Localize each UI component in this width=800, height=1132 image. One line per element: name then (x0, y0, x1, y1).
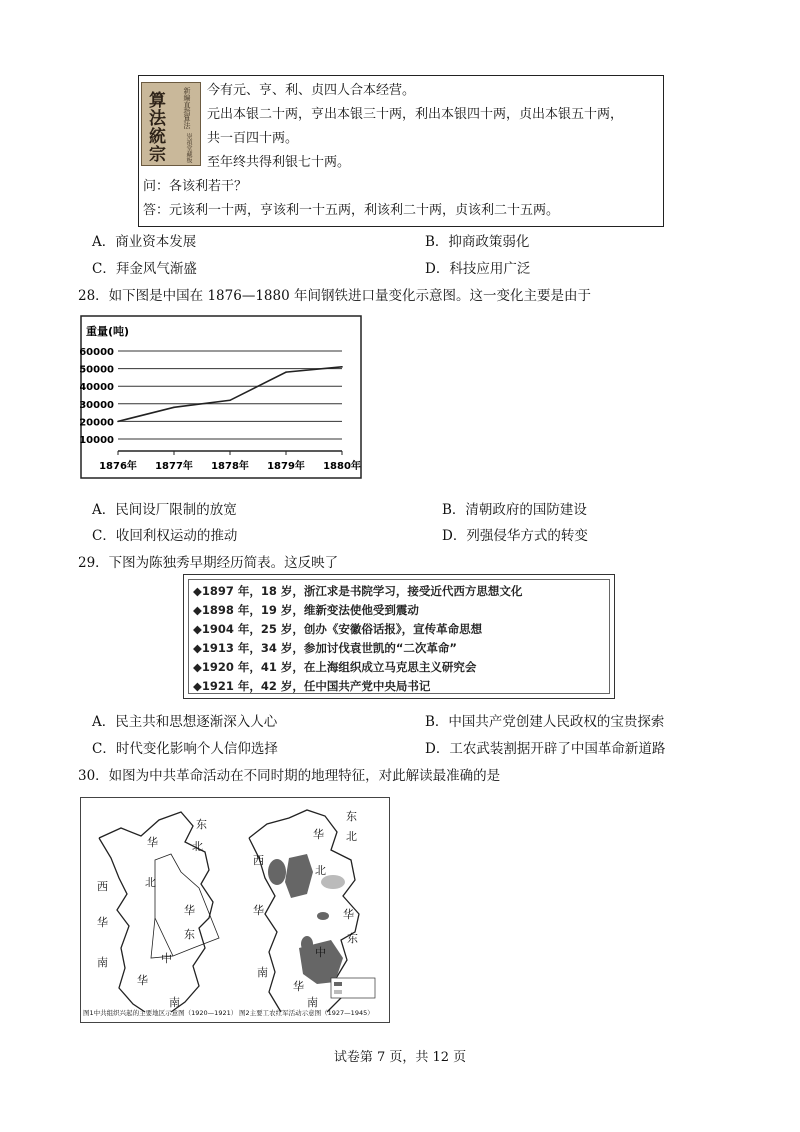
map2-label-9: 中 (315, 946, 326, 959)
y-tick-label-60000: 60000 (80, 347, 114, 358)
q28-chart (80, 315, 362, 479)
map1-label-12: 南 (169, 996, 180, 1009)
q29-option-c[interactable]: C．时代变化影响个人信仰选择 (92, 741, 278, 757)
map2-label-10: 南 (257, 966, 268, 979)
x-tick-label-3: 1879年 (267, 461, 305, 472)
page-footer: 试卷第 7 页，共 12 页 (333, 1050, 467, 1065)
map2-caption: 图2主要工农红军活动示意图（1927—1945） (239, 1009, 374, 1017)
y-tick-label-40000: 40000 (80, 382, 114, 394)
map2-label-11: 华 (293, 980, 304, 993)
legend-swatch-light (334, 990, 342, 994)
book-subtitle: 新編直指算法 (183, 87, 191, 129)
legend-swatch-dark (334, 982, 342, 986)
x-tick-label-0: 1876年 (99, 461, 137, 472)
q29-option-b[interactable]: B．中国共产党创建人民政权的宝贵探索 (425, 714, 665, 730)
map2-label-2: 北 (346, 830, 357, 843)
map2-label-4: 西 (253, 854, 264, 867)
q27-line-2: 元出本银二十两，亨出本银三十两，利出本银四十两，贞出本银五十两， (207, 107, 624, 122)
q27-line-1: 今有元、亨、利、贞四人合本经营。 (207, 83, 416, 98)
book-publisher: 崇禎堂藏板 (185, 133, 192, 163)
q27-line-5: 问：各该利若干？ (143, 179, 248, 194)
x-tick-label-2: 1878年 (211, 461, 249, 472)
q27-option-a[interactable]: A．商业资本发展 (92, 234, 197, 250)
q29-item-6: ◆1921 年，42 岁，任中国共产党中央局书记 (193, 679, 431, 693)
map1-caption: 图1中共组织兴起的主要地区示意图（1920—1921） (83, 1009, 238, 1017)
map2-label-5: 北 (315, 864, 326, 877)
y-tick-label-10000: 10000 (80, 435, 114, 446)
data-point-2 (229, 399, 231, 401)
data-point-3 (285, 371, 287, 373)
q29-option-a[interactable]: A．民主共和思想逐渐深入人心 (92, 714, 278, 730)
map1-label-8: 华 (97, 916, 108, 929)
q27-line-6: 答：元该利一十两，亨该利一十五两，利该利二十两，贞该利二十五两。 (143, 203, 560, 218)
map1-label-4: 西 (97, 880, 108, 893)
q29-question: 29．下图为陈独秀早期经历简表。这反映了 (78, 555, 339, 571)
book-title: 算法統宗 (145, 91, 165, 163)
q29-table-inner (188, 579, 610, 694)
map1-label-7: 东 (184, 928, 195, 941)
map1-label-3: 华 (147, 836, 158, 849)
q30-question: 30．如图为中共革命活动在不同时期的地理特征，对此解读最准确的是 (78, 768, 501, 784)
y-axis-label: 重量(吨) (86, 325, 130, 338)
q29-chen-duxiu-table (183, 574, 615, 699)
map2-label-12: 南 (307, 996, 318, 1009)
chart-frame (81, 316, 361, 478)
y-tick-label-30000: 30000 (80, 399, 114, 411)
q27-option-c[interactable]: C．拜金风气渐盛 (92, 261, 197, 277)
q28-option-b[interactable]: B．清朝政府的国防建设 (442, 502, 587, 518)
q29-item-1: ◆1897 年，18 岁，浙江求是书院学习，接受近代西方思想文化 (193, 584, 523, 598)
q29-item-4: ◆1913 年，34 岁，参加讨伐袁世凯的“二次革命” (193, 641, 457, 655)
q27-option-b[interactable]: B．抑商政策弱化 (425, 234, 530, 250)
map2-base-areas (268, 854, 343, 984)
map1-label-9: 中 (161, 952, 172, 965)
q28-option-a[interactable]: A．民间设厂限制的放宽 (92, 502, 237, 518)
x-tick-label-4: 1880年 (323, 461, 361, 472)
map1-label-2: 北 (192, 840, 203, 853)
q28-option-d[interactable]: D．列强侵华方式的转变 (442, 528, 588, 544)
map2-label-7: 东 (347, 932, 358, 945)
book-cover-image (141, 82, 201, 166)
y-tick-label-20000: 20000 (80, 417, 114, 429)
data-point-4 (341, 366, 343, 368)
q30-maps-figure (80, 797, 390, 1023)
q27-line-4: 至年终共得利银七十两。 (207, 155, 351, 170)
q28-option-c[interactable]: C．收回利权运动的推动 (92, 528, 238, 544)
map1-label-11: 华 (137, 974, 148, 987)
map2-label-8: 华 (253, 904, 264, 917)
map1-label-1: 东 (196, 818, 207, 831)
q28-question: 28．如下图是中国在 1876—1880 年间钢铁进口量变化示意图。这一变化主要是由于 (78, 288, 591, 304)
q29-item-2: ◆1898 年，19 岁，维新变法使他受到震动 (193, 603, 419, 617)
q29-item-3: ◆1904 年，25 岁，创办《安徽俗话报》，宣传革命思想 (193, 622, 483, 636)
map1-label-5: 北 (145, 876, 156, 889)
x-tick-label-1: 1877年 (155, 461, 193, 472)
map2-label-1: 东 (346, 810, 357, 823)
q27-material-box (138, 75, 664, 227)
y-tick-label-50000: 50000 (80, 364, 114, 376)
map2-legend (331, 978, 375, 998)
steel-import-line-chart (80, 315, 362, 479)
q29-item-5: ◆1920 年，41 岁，在上海组织成立马克思主义研究会 (193, 660, 477, 674)
data-point-1 (173, 407, 175, 409)
map2-label-3: 华 (313, 828, 324, 841)
map1-label-6: 华 (184, 904, 195, 917)
data-point-0 (117, 421, 119, 423)
map2-label-6: 华 (343, 908, 354, 921)
q29-option-d[interactable]: D．工农武装割据开辟了中国革命新道路 (425, 741, 666, 757)
q27-line-3: 共一百四十两。 (207, 131, 299, 146)
q27-option-d[interactable]: D．科技应用广泛 (425, 261, 531, 277)
map1-label-10: 南 (97, 956, 108, 969)
